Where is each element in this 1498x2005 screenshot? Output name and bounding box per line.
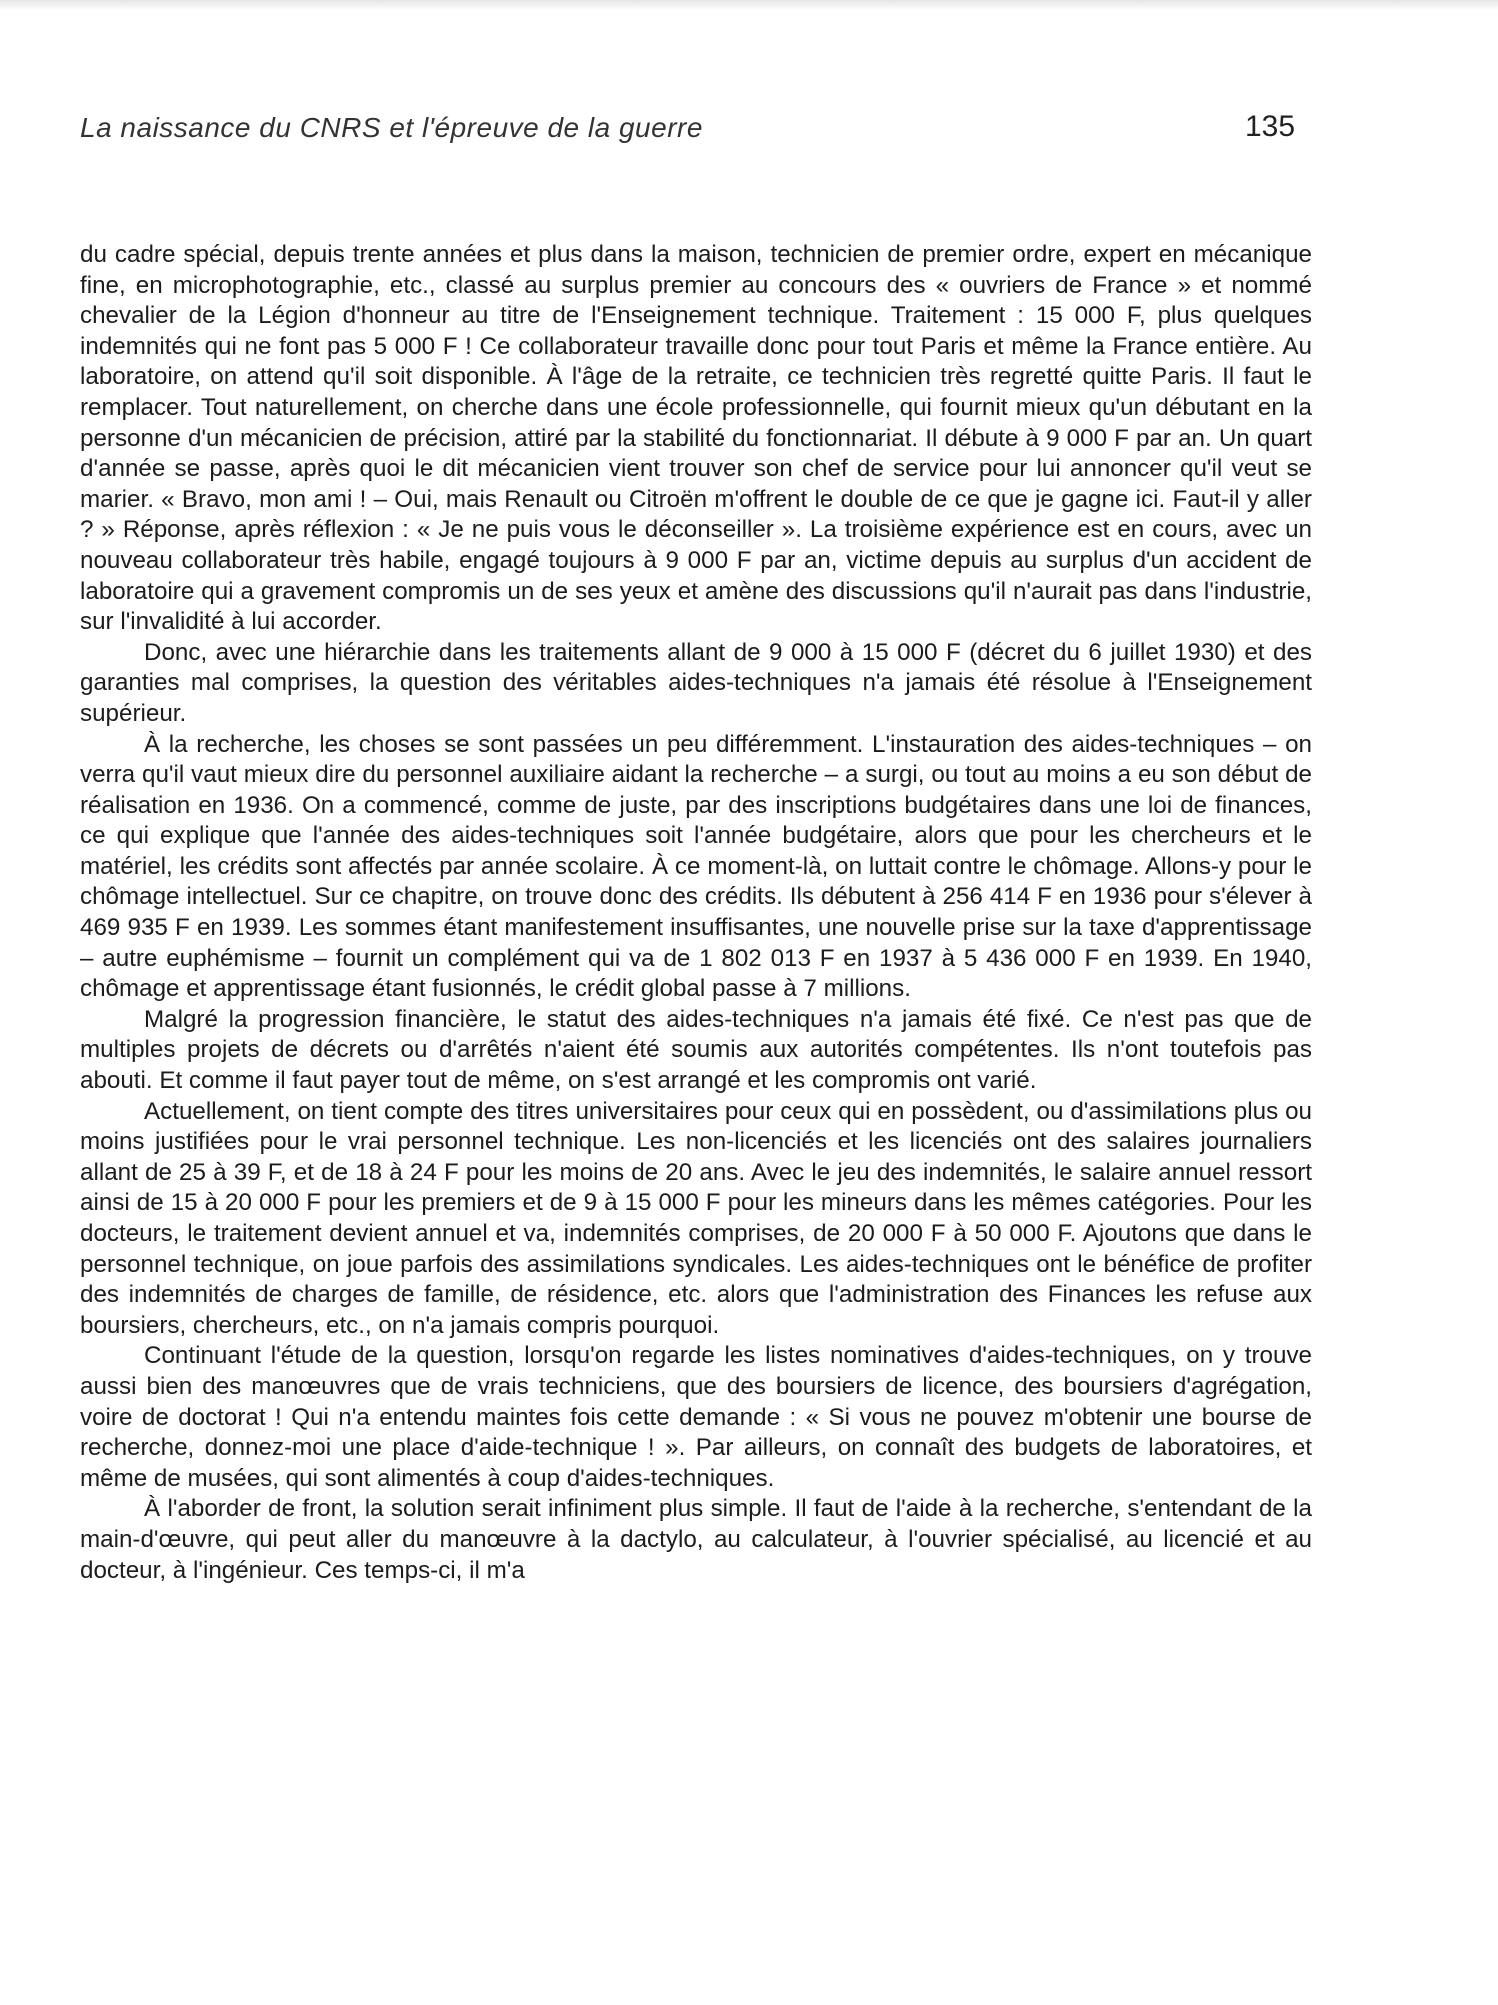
paragraph-continuation: du cadre spécial, depuis trente années et plus dans la maison, technicien de premier ordre, expert en mécanique fine, en microphotographie, etc., classé au surplus premier au concours des « ouvriers de France » et nommé chevalier de la Légion d'honneur au titre de l'Enseignement technique. Traitement : 15 000 F, plus quelques indemnités qui ne font pas 5 000 F ! Ce collaborateur travaille donc pour tout Paris et même la France entière. Au laboratoire, on attend qu'il soit disponible. À l'âge de la retraite, ce technicien très regretté quitte Paris. Il faut le remplacer. Tout naturellement, on cherche dans une école professionnelle, qui fournit mieux qu'un débutant en la personne d'un mécanicien de précision, attiré par la stabilité du fonctionnariat. Il débute à 9 000 F par an. Un quart d'année se passe, après quoi le dit mécanicien vient trouver son chef de service pour lui annoncer qu'il veut se marier. « Bravo, mon ami ! – Oui, mais Renault ou Citroën m'offrent le double de ce que je gagne ici. Faut-il y aller ? » Réponse, après réflexion : « Je ne puis vous le déconseiller ». La troisième expérience est en cours, avec un nouveau collaborateur très habile, engagé toujours à 9 000 F par an, victime depuis au surplus d'un accident de laboratoire qui a gravement compromis un de ses yeux et amène des discussions qu'il n'aurait pas dans l'industrie, sur l'invalidité à lui accorder. xyxy=(80,241,1312,636)
page-number: 135 xyxy=(1245,110,1296,143)
page-top-edge xyxy=(0,0,1498,10)
paragraph: Continuant l'étude de la question, lorsqu'on regarde les listes nominatives d'aides-techniques, on y trouve aussi bien des manœuvres que de vrais techniciens, que des boursiers de licence, des boursiers d'agrégation, voire de doctorat ! Qui n'a entendu maintes fois cette demande : « Si vous ne pouvez m'obtenir une bourse de recherche, donnez-moi une place d'aide-technique ! ». Par ailleurs, on connaît des budgets de laboratoires, et même de musées, qui sont alimentés à coup d'aides-techniques. xyxy=(80,1342,1312,1492)
paragraph: Malgré la progression financière, le statut des aides-techniques n'a jamais été fixé. Ce n'est pas que de multiples projets de décrets ou d'arrêtés n'aient été soumis aux autorités compétentes. Ils n'ont toutefois pas abouti. Et comme il faut payer tout de même, on s'est arrangé et les compromis ont varié. xyxy=(80,1005,1312,1095)
body-text xyxy=(80,240,1312,1586)
running-header: La naissance du CNRS et l'épreuve de la guerre xyxy=(80,112,703,143)
paragraph: Actuellement, on tient compte des titres universitaires pour ceux qui en possèdent, ou d'assimilations plus ou moins justifiées pour le vrai personnel technique. Les non-licenciés et les licenciés ont des salaires journaliers allant de 25 à 39 F, et de 18 à 24 F pour les moins de 20 ans. Avec le jeu des indemnités, le salaire annuel ressort ainsi de 15 à 20 000 F pour les premiers et de 9 à 15 000 F pour les mineurs dans les mêmes catégories. Pour les docteurs, le traitement devient annuel et va, indemnités comprises, de 20 000 F à 50 000 F. Ajoutons que dans le personnel technique, on joue parfois des assimilations syndicales. Les aides-techniques ont le bénéfice de profiter des indemnités de charges de famille, de résidence, etc. alors que l'administration des Finances les refuse aux boursiers, chercheurs, etc., on n'a jamais compris pourquoi. xyxy=(80,1097,1312,1339)
paragraph: À l'aborder de front, la solution serait infiniment plus simple. Il faut de l'aide à la recherche, s'entendant de la main-d'œuvre, qui peut aller du manœuvre à la dactylo, au calculateur, à l'ouvrier spécialisé, au licencié et au docteur, à l'ingénieur. Ces temps-ci, il m'a xyxy=(80,1495,1312,1584)
paragraph: Donc, avec une hiérarchie dans les traitements allant de 9 000 à 15 000 F (décret du 6 juillet 1930) et des garanties mal comprises, la question des véritables aides-techniques n'a jamais été résolue à l'Enseignement supérieur. xyxy=(80,638,1312,727)
paragraph: À la recherche, les choses se sont passées un peu différemment. L'instauration des aides-techniques – on verra qu'il vaut mieux dire du personnel auxiliaire aidant la recherche – a surgi, ou tout au moins a eu son début de réalisation en 1936. On a commencé, comme de juste, par des inscriptions budgétaires dans une loi de finances, ce qui explique que l'année des aides-techniques soit l'année budgétaire, alors que pour les chercheurs et le matériel, les crédits sont affectés par année scolaire. À ce moment-là, on luttait contre le chômage. Allons-y pour le chômage intellectuel. Sur ce chapitre, on trouve donc des crédits. Ils débutent à 256 414 F en 1936 pour s'élever à 469 935 F en 1939. Les sommes étant manifestement insuffisantes, une nouvelle prise sur la taxe d'apprentissage – autre euphémisme – fournit un complément qui va de 1 802 013 F en 1937 à 5 436 000 F en 1939. En 1940, chômage et apprentissage étant fusionnés, le crédit global passe à 7 millions. xyxy=(80,730,1312,1003)
